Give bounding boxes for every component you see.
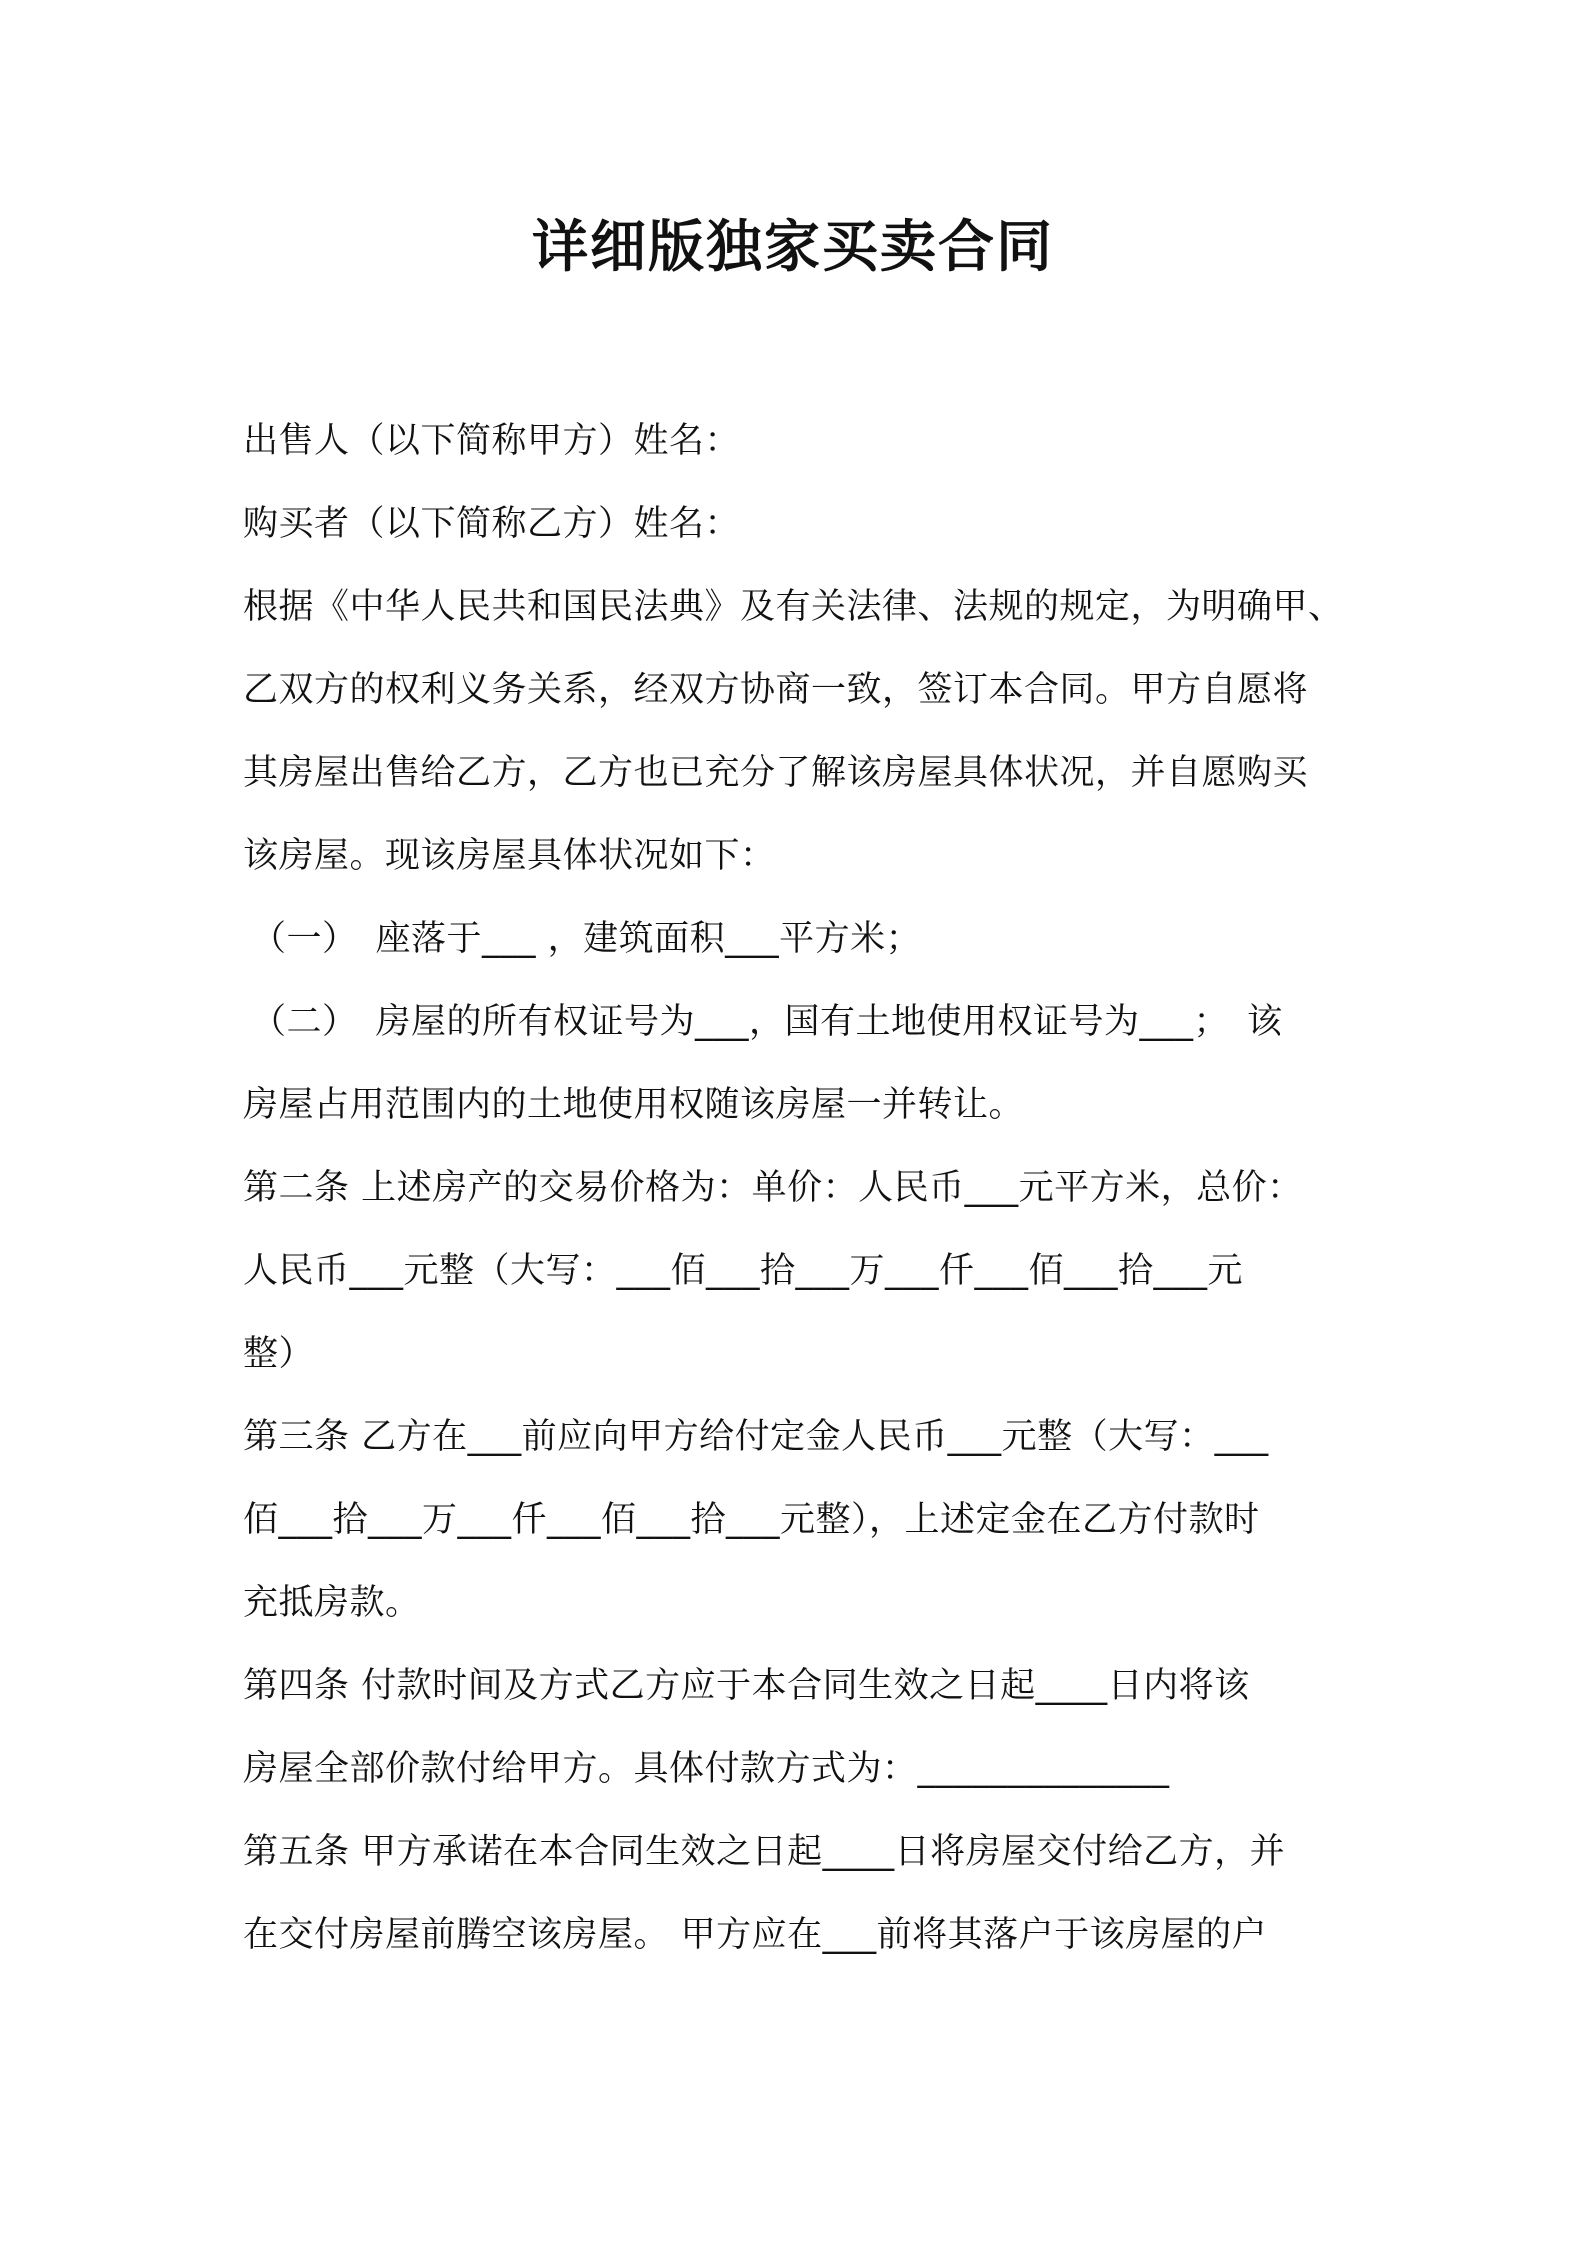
article-2-line-2: 人民币___元整（大写：___佰___拾___万___仟___佰___拾___元 — [243, 1251, 1244, 1291]
article-3-line-1: 第三条 乙方在___前应向甲方给付定金人民币___元整（大写：___ — [243, 1417, 1269, 1457]
article-3-line-2: 佰___拾___万___仟___佰___拾___元整），上述定金在乙方付款时 — [243, 1500, 1260, 1540]
article-5-line-2: 在交付房屋前腾空该房屋。 甲方应在___前将其落户于该房屋的户 — [243, 1915, 1268, 1955]
article-2-line-3: 整） — [243, 1334, 315, 1374]
article-5-line-1: 第五条 甲方承诺在本合同生效之日起____日将房屋交付给乙方，并 — [243, 1832, 1286, 1872]
preamble-line-2: 乙双方的权利义务关系，经双方协商一致，签订本合同。甲方自愿将 — [243, 670, 1309, 710]
buyer-name-line: 购买者（以下简称乙方）姓名： — [243, 504, 741, 544]
contract-body — [243, 400, 1363, 1977]
item-2-continuation-line: 房屋占用范围内的土地使用权随该房屋一并转让。 — [243, 1085, 1025, 1125]
seller-name-line: 出售人（以下简称甲方）姓名： — [243, 421, 741, 461]
preamble-line-3: 其房屋出售给乙方，乙方也已充分了解该房屋具体状况，并自愿购买 — [243, 753, 1309, 793]
article-2-line-1: 第二条 上述房产的交易价格为：单价：人民币___元平方米，总价： — [243, 1168, 1303, 1208]
preamble-line-1: 根据《中华人民共和国民法典》及有关法律、法规的规定，为明确甲、 — [243, 587, 1344, 627]
article-4-line-1: 第四条 付款时间及方式乙方应于本合同生效之日起____日内将该 — [243, 1666, 1250, 1706]
item-1-location-line: （一） 座落于___ ，建筑面积___平方米； — [251, 919, 922, 959]
article-4-line-2: 房屋全部价款付给甲方。具体付款方式为：______________ — [243, 1749, 1170, 1789]
article-3-line-3: 充抵房款。 — [243, 1583, 421, 1623]
item-2-certificate-line: （二） 房屋的所有权证号为___，国有土地使用权证号为___； 该 — [251, 1002, 1283, 1042]
preamble-line-4: 该房屋。现该房屋具体状况如下： — [243, 836, 776, 876]
document-title: 详细版独家买卖合同 — [532, 215, 1054, 280]
